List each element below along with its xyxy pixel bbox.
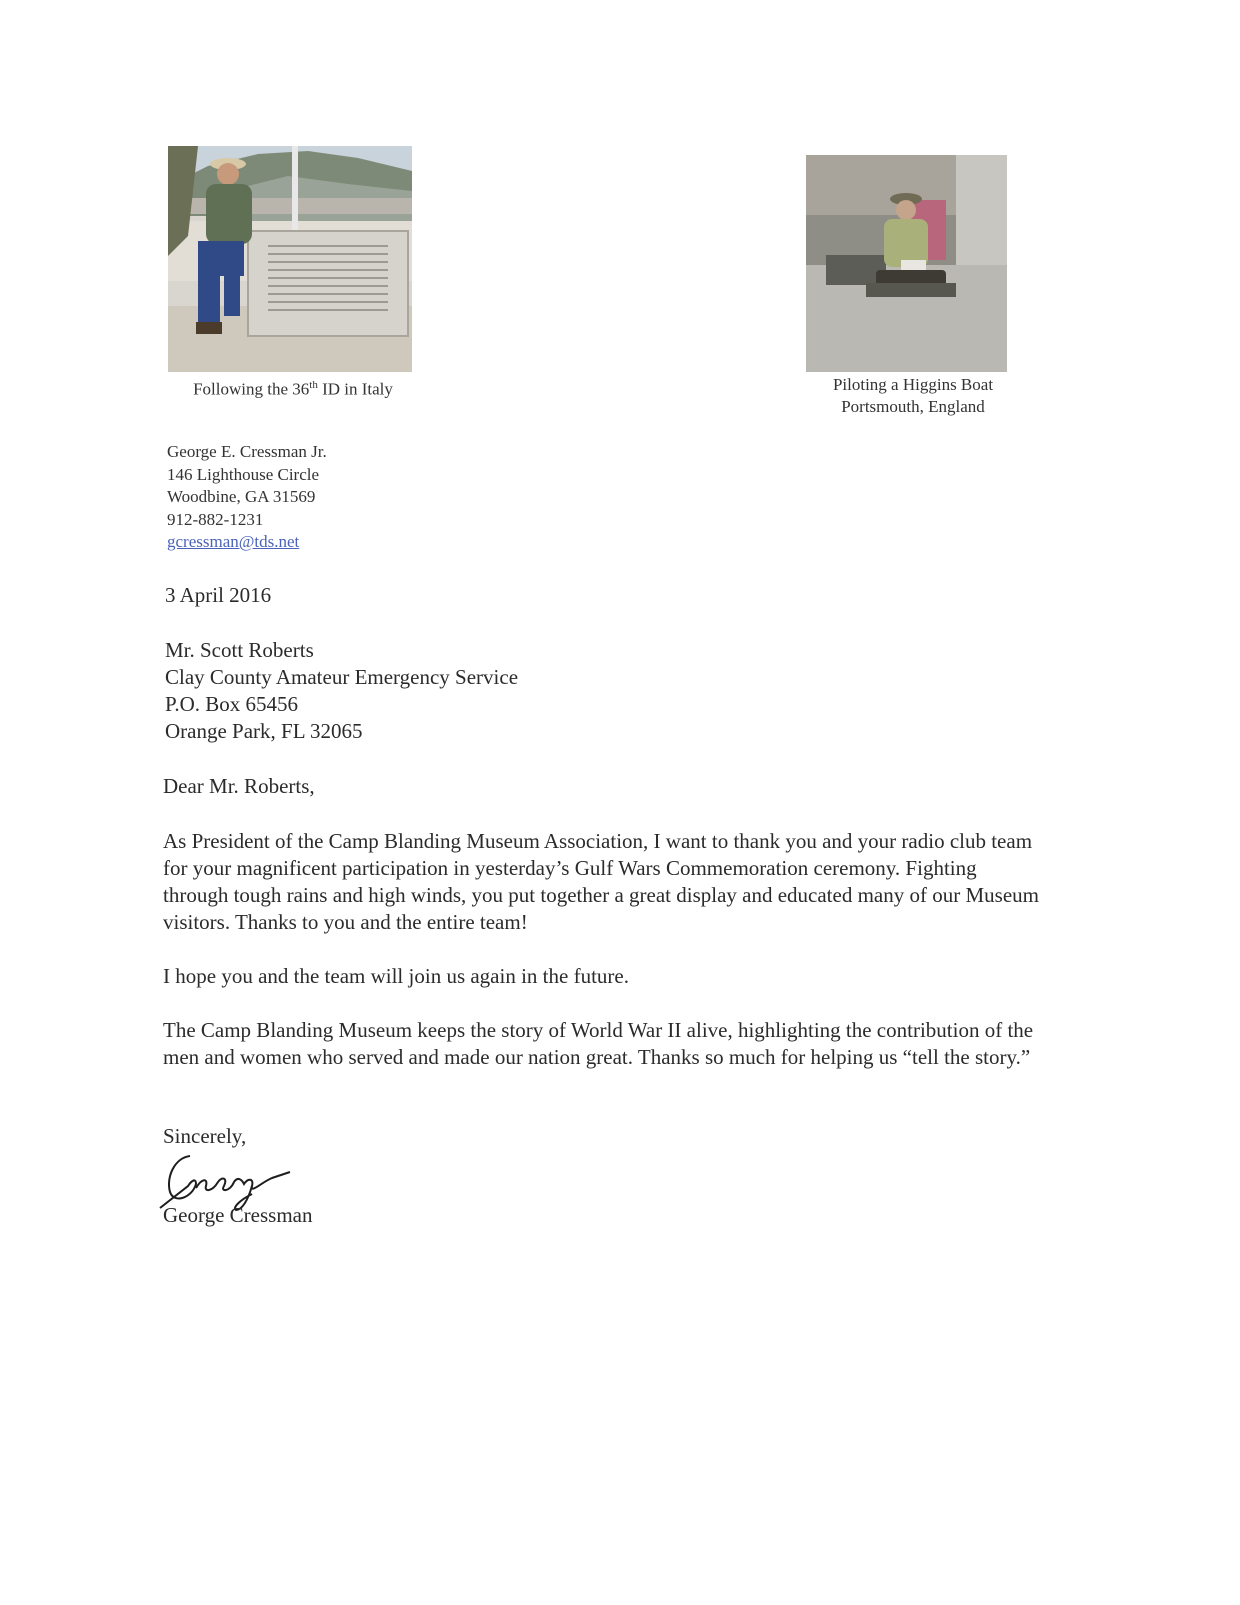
sender-phone: 912-882-1231	[167, 509, 264, 529]
recipient-city: Orange Park, FL 32065	[165, 719, 363, 743]
sender-email-link[interactable]: gcressman@tds.net	[167, 532, 300, 551]
sender-city: Woodbine, GA 31569	[167, 487, 316, 506]
body-paragraph-1: As President of the Camp Blanding Museum Association, I want to thank you and your radio club team for your magnificent participation in yesterday’s Gulf Wars Commemoration ceremony. Fighting through tough rains and high winds, you put together a great display and educated many of our Museum visitors. Thanks to you and the entire team!	[163, 829, 1039, 934]
sender-address-block	[167, 441, 327, 554]
sender-name: George E. Cressman Jr.	[167, 442, 327, 461]
letter-date: 3 April 2016	[165, 583, 272, 607]
boat-caption-line1: Piloting a Higgins Boat	[832, 375, 994, 394]
signer-name: George Cressman	[163, 1203, 313, 1227]
recipient-po-box: P.O. Box 65456	[165, 692, 299, 716]
photo-italy	[168, 146, 412, 372]
recipient-address-block	[165, 637, 518, 745]
photo-higgins-boat-caption	[800, 374, 1026, 418]
sender-street: 146 Lighthouse Circle	[167, 464, 320, 484]
body-paragraph-3: The Camp Blanding Museum keeps the story of World War II alive, highlighting the contribution of the men and women who served and made our nation great. Thanks so much for helping us “tell the story.”	[163, 1018, 1034, 1069]
closing: Sincerely,	[163, 1124, 247, 1148]
body-paragraph-2: I hope you and the team will join us again in the future.	[163, 964, 629, 988]
photo-italy-caption: Following the 36th ID in Italy	[193, 379, 393, 399]
boat-caption-line2: Portsmouth, England	[841, 397, 985, 416]
salutation: Dear Mr. Roberts,	[163, 774, 315, 798]
recipient-name: Mr. Scott Roberts	[165, 638, 314, 662]
photo-higgins-boat	[806, 155, 1007, 372]
recipient-organization: Clay County Amateur Emergency Service	[165, 665, 519, 689]
